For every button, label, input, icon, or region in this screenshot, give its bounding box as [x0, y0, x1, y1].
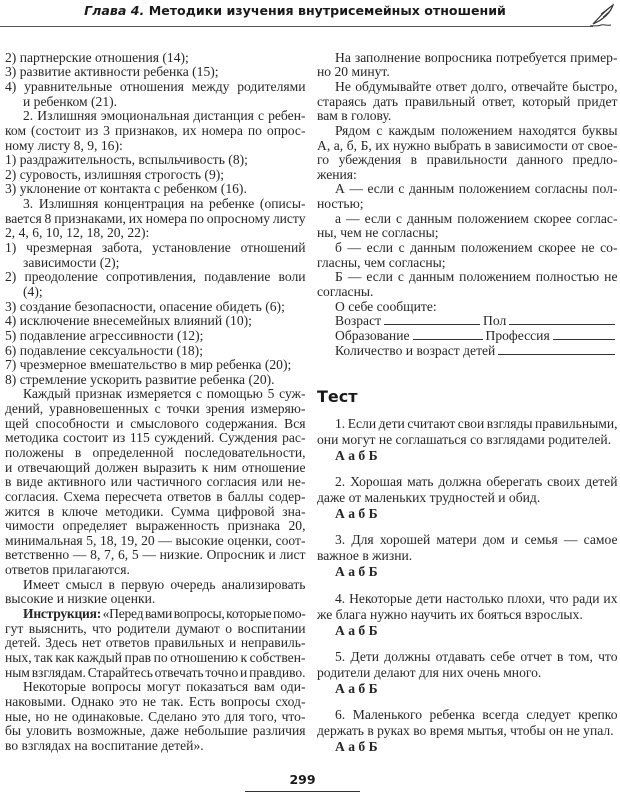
question-text [317, 474, 618, 490]
education-field[interactable] [413, 338, 483, 340]
quill-pen-icon [589, 2, 617, 28]
line-text: ному листу 8, 9, 16): [5, 137, 123, 153]
age-field[interactable] [384, 323, 480, 325]
text-line [5, 709, 306, 724]
text-line [5, 167, 306, 182]
line-content [5, 211, 306, 226]
line-text: жения: [317, 166, 357, 182]
text-line [317, 269, 618, 284]
text-line [5, 240, 306, 255]
line-content [5, 401, 306, 416]
text-line [5, 181, 306, 196]
children-field[interactable] [498, 353, 615, 355]
line-content [5, 504, 306, 519]
line-content [5, 474, 306, 489]
line-content [5, 240, 306, 255]
line-text: вам в голову. [317, 108, 392, 124]
header-rule [0, 26, 593, 27]
text-line [317, 50, 618, 65]
text-line [317, 299, 618, 314]
text-line [317, 152, 618, 167]
line-content [335, 181, 618, 196]
line-text: и отвечающий должен выразить к ним отношение [5, 459, 306, 475]
text-line [5, 299, 306, 314]
line-text: 5) подавление агрессивности (12); [5, 327, 204, 343]
education-label: Образование [335, 328, 410, 343]
text-line [5, 460, 306, 475]
line-content [335, 211, 618, 226]
line-content [317, 138, 618, 153]
line-text: наковыми. Однако это не так. Есть вопросы сход- [5, 693, 306, 709]
text-line [5, 474, 306, 489]
sex-label: Пол [483, 313, 507, 328]
form-row-education-profession [335, 328, 618, 343]
line-text: 1) чрезмерная забота, установление отношений [5, 240, 306, 256]
line-text: 3. Излишняя концентрация на ребенке (описы- [23, 196, 306, 212]
test-question [317, 591, 618, 639]
line-content [335, 269, 618, 284]
question-text [317, 607, 618, 623]
line-text: 2) партнерские отношения (14); [5, 49, 189, 65]
line-content [317, 255, 446, 270]
line-text: ных, так как каждый прав по отношению к собствен- [5, 649, 306, 665]
line-content [23, 679, 306, 694]
text-line [317, 64, 618, 79]
question-text [317, 723, 618, 739]
text-line [5, 94, 306, 109]
line-content [5, 138, 123, 153]
text-line [5, 211, 306, 226]
text-line [317, 196, 618, 211]
question-text-line: важное в жизни. [317, 548, 413, 564]
text-line [317, 108, 618, 123]
page-number-rule [245, 791, 360, 792]
answer-options[interactable]: А а б Б [335, 622, 378, 638]
line-content [317, 196, 364, 211]
line-content [5, 181, 247, 196]
line-content [5, 225, 149, 240]
line-content [5, 372, 275, 387]
text-line [317, 255, 618, 270]
running-header [0, 3, 590, 18]
line-content [23, 196, 306, 211]
question-text-line: держать в руках во время мытья, чтобы он не упал. [317, 723, 614, 738]
line-content [23, 255, 119, 270]
line-text: Рядом с каждым положением находятся буквы [335, 122, 618, 138]
line-content [335, 79, 618, 94]
text-line [5, 650, 306, 665]
text-line [5, 591, 306, 606]
text-line [5, 635, 306, 650]
line-text: жится в ключе методики. Сумма цифровой зна- [5, 503, 306, 519]
line-content [5, 562, 130, 577]
line-text: ком (состоит из 3 признаков, их номера по опрос- [5, 122, 306, 138]
line-text: Б — если с данным положением полностью не [335, 269, 618, 285]
text-line [5, 665, 306, 680]
text-line [5, 196, 306, 211]
text-line [5, 372, 306, 387]
line-text: «Перед вами вопросы, которые помо- [101, 606, 306, 622]
line-content [5, 723, 306, 738]
text-line [5, 357, 306, 372]
question-text-line: даже от маленьких трудностей и обид. [317, 490, 541, 506]
line-content [5, 416, 306, 431]
line-text: О себе сообщите: [335, 298, 437, 314]
text-line [5, 284, 306, 299]
line-text: и ребенком (21). [23, 93, 118, 109]
line-content [5, 343, 203, 358]
line-content [23, 386, 306, 401]
line-text: согласия. Схема пересчета ответов в баллы содер- [5, 488, 306, 504]
line-text: го убеждения в правильности данного предло- [317, 152, 618, 168]
text-line [5, 50, 306, 65]
question-text-line: 2. Хорошая мать должна оберегать своих детей [335, 474, 618, 490]
line-content [5, 547, 306, 562]
text-line [317, 181, 618, 196]
answer-options[interactable]: А а б Б [335, 564, 378, 580]
line-text: ным взглядам. Старайтесь отвечать точно и правдиво. [5, 664, 306, 680]
question-text [317, 591, 618, 607]
test-question [317, 532, 618, 580]
line-text: ностью; [317, 196, 364, 212]
line-content [317, 108, 391, 123]
text-line [317, 211, 618, 226]
line-content [5, 665, 306, 680]
profession-label: Профессия [485, 328, 550, 343]
line-text: гласны, чем согласны; [317, 254, 446, 270]
line-text: ветственно — 8, 7, 6, 5 — низкие. Опросник и лист [5, 547, 306, 563]
line-text: Каждый признак измеряется с помощью 5 суж- [23, 386, 306, 402]
test-question [317, 474, 618, 522]
line-text: в виде активного или частичного согласия или не- [5, 474, 306, 490]
line-text: 2. Излишняя эмоциональная дистанция с ребен- [23, 108, 306, 124]
line-text: 4) уравнительные отношения между родителями [5, 78, 306, 94]
line-text: А, а, б, Б, их нужно выбрать в зависимости от свое- [317, 137, 618, 153]
question-text [317, 665, 618, 681]
question-text-line: 6. Маленького ребенка всегда следует крепко [335, 707, 618, 722]
line-text: 2) преодоление сопротивления, подавление воли [5, 269, 306, 285]
text-line [5, 328, 306, 343]
text-line [5, 386, 306, 401]
text-line [5, 547, 306, 562]
line-text: 1) раздражительность, вспыльчивость (8); [5, 152, 248, 168]
line-text: зависимости (2); [23, 254, 120, 270]
question-text [317, 707, 618, 723]
text-line [5, 518, 306, 533]
line-content [5, 64, 219, 79]
line-content [23, 606, 306, 621]
line-content [5, 709, 306, 724]
text-line [5, 445, 306, 460]
profession-field[interactable] [553, 338, 615, 340]
line-content [5, 328, 203, 343]
chapter-title: Методики изучения внутрисемейных отношений [148, 3, 506, 18]
line-text: 8) стремление ускорить развитие ребенка (20). [5, 371, 275, 387]
line-content [335, 50, 618, 65]
test-heading: Тест [317, 387, 358, 406]
line-content [5, 430, 306, 445]
answer-options[interactable]: А а б Б [335, 448, 378, 463]
line-text: во взглядах на воспитание детей». [5, 737, 204, 753]
question-text-line: 5. Дети должны отдавать себе отчет в том, что [335, 648, 618, 664]
line-content [5, 269, 306, 284]
line-text: 7) чрезмерное вмешательство в мир ребенка (20); [5, 357, 292, 373]
line-content [5, 650, 306, 665]
line-text: б — если с данным положением скорее не со- [335, 240, 618, 256]
line-content [5, 299, 285, 314]
children-label: Количество и возраст детей [335, 343, 496, 358]
line-text: высокие и низкие оценки. [5, 591, 156, 607]
line-text: минимальная 5, 18, 19, 20 — высокие оценки, соот- [5, 532, 306, 548]
line-text: а — если с данным положением скорее соглас- [335, 210, 618, 226]
text-line [5, 108, 306, 123]
text-line [317, 123, 618, 138]
text-line [5, 533, 306, 548]
line-text: положены в определенной последовательности, [5, 444, 306, 460]
text-line [5, 489, 306, 504]
line-content [5, 313, 252, 328]
line-text: дений, уравновешенных с точки зрения измеряю- [5, 401, 306, 417]
text-line [317, 167, 618, 182]
line-content [5, 635, 306, 650]
line-text: А — если с данным положением согласны пол- [335, 181, 618, 197]
line-text: методика состоит из 115 суждений. Суждения рас- [5, 430, 306, 446]
line-content [5, 50, 189, 65]
sex-field[interactable] [509, 323, 615, 325]
answer-options[interactable]: А а б Б [335, 680, 378, 696]
line-text: ные, но не одинаковые. Сделано это для того, что- [5, 708, 306, 724]
text-line [5, 430, 306, 445]
text-line [5, 79, 306, 94]
line-content [5, 152, 248, 167]
line-text: 3) создание безопасности, опасение обидеть (6); [5, 298, 285, 314]
line-content [5, 591, 155, 606]
line-text: Некоторые вопросы могут показаться вам оди- [23, 679, 306, 695]
page-number: 299 [289, 772, 316, 787]
line-content [317, 225, 439, 240]
line-text: 3) развитие активности ребенка (15); [5, 64, 219, 80]
line-content [5, 167, 224, 182]
line-content [5, 694, 306, 709]
text-line [5, 562, 306, 577]
line-text: 3) уклонение от контакта с ребенком (16). [5, 181, 247, 197]
text-line [317, 284, 618, 299]
line-content [5, 123, 306, 138]
test-question [317, 707, 618, 755]
line-content [23, 284, 43, 299]
line-text: Имеет смысл в первую очередь анализировать [23, 576, 306, 592]
test-question [317, 649, 618, 697]
text-line [5, 269, 306, 284]
text-line [5, 694, 306, 709]
form-row-children [335, 343, 618, 358]
question-text [317, 548, 618, 564]
line-content [317, 152, 618, 167]
question-text-line: 4. Некоторые дети настолько плохи, что ради их [335, 590, 618, 606]
text-line [317, 79, 618, 94]
text-line [317, 225, 618, 240]
line-content [5, 460, 306, 475]
text-line [317, 240, 618, 255]
line-content [5, 357, 291, 372]
line-content [5, 489, 306, 504]
line-text: чимости определяет выраженность признака 20, [5, 518, 306, 534]
line-text: На заполнение вопросника потребуется пример- [335, 49, 618, 65]
line-text: ответов прилагаются. [5, 562, 130, 578]
line-text: но 20 минут. [317, 64, 390, 80]
text-line [5, 255, 306, 270]
line-content [5, 621, 306, 636]
question-text-line: 1. Если дети считают свои взгляды правильными, [335, 416, 618, 431]
question-text [317, 649, 618, 665]
answer-options[interactable]: А а б Б [335, 739, 378, 754]
answer-options[interactable]: А а б Б [335, 506, 378, 522]
text-line [5, 679, 306, 694]
line-text: ны, чем не согласны; [317, 225, 439, 241]
line-text: Не обдумывайте ответ долго, отвечайте быстро, [335, 78, 618, 94]
text-line [5, 401, 306, 416]
text-line [5, 577, 306, 592]
line-content [317, 94, 618, 109]
line-text: щей способности и смыслового содержания. Вся [5, 415, 306, 431]
line-content [335, 240, 618, 255]
line-content [5, 518, 306, 533]
line-text: гут выяснить, что родители думают о воспитании [5, 620, 306, 636]
question-text-line: же блага нужно научить их бояться взрослых. [317, 606, 583, 622]
form-row-age-sex [335, 313, 618, 328]
line-text: стараясь дать правильный ответ, который придет [317, 93, 618, 109]
line-content [335, 123, 618, 138]
text-line [5, 504, 306, 519]
line-content [5, 445, 306, 460]
text-line [5, 606, 306, 621]
question-text [317, 432, 618, 448]
line-text: согласны. [317, 283, 374, 299]
line-content [5, 79, 306, 94]
text-line [317, 94, 618, 109]
chapter-label: Глава 4. [84, 3, 145, 18]
text-line [5, 225, 306, 240]
age-label: Возраст [335, 313, 382, 328]
line-text: 4) исключение внесемейных влияний (10); [5, 313, 252, 329]
line-content [317, 167, 357, 182]
line-content [335, 299, 437, 314]
line-content [23, 108, 306, 123]
line-text: детей. Здесь нет ответов правильных и неправиль- [5, 635, 306, 651]
line-content [23, 577, 306, 592]
line-content [5, 533, 306, 548]
text-line [5, 123, 306, 138]
text-line [5, 343, 306, 358]
text-line [5, 738, 306, 753]
question-text [317, 532, 618, 548]
test-question [317, 416, 618, 464]
line-content [5, 738, 204, 753]
question-text-line: 3. Для хорошей матери дом и семья — самое [335, 532, 618, 548]
text-line [5, 64, 306, 79]
line-content [317, 64, 390, 79]
question-text [317, 416, 618, 432]
text-line [5, 723, 306, 738]
line-text: (4); [23, 283, 43, 299]
text-line [317, 138, 618, 153]
line-text: 2) суровость, излишняя строгость (9); [5, 166, 225, 182]
line-text: бы уловить возможные, даже небольшие различия [5, 723, 306, 739]
text-line [5, 621, 306, 636]
line-content [317, 284, 373, 299]
question-text [317, 490, 618, 506]
question-text-line: родители делают для них очень много. [317, 664, 542, 680]
text-line [5, 138, 306, 153]
text-line [5, 416, 306, 431]
line-text: вается 8 признаками, их номера по опросному листу [5, 210, 306, 226]
line-content [23, 94, 117, 109]
line-text: 2, 4, 6, 10, 12, 18, 20, 22): [5, 225, 150, 241]
line-text: 6) подавление сексуальности (18); [5, 342, 203, 358]
bold-label: Инструкция: [23, 606, 101, 622]
text-line [5, 152, 306, 167]
question-text-line: они могут не соглашаться со взглядами родителей. [317, 432, 612, 447]
text-line [5, 313, 306, 328]
